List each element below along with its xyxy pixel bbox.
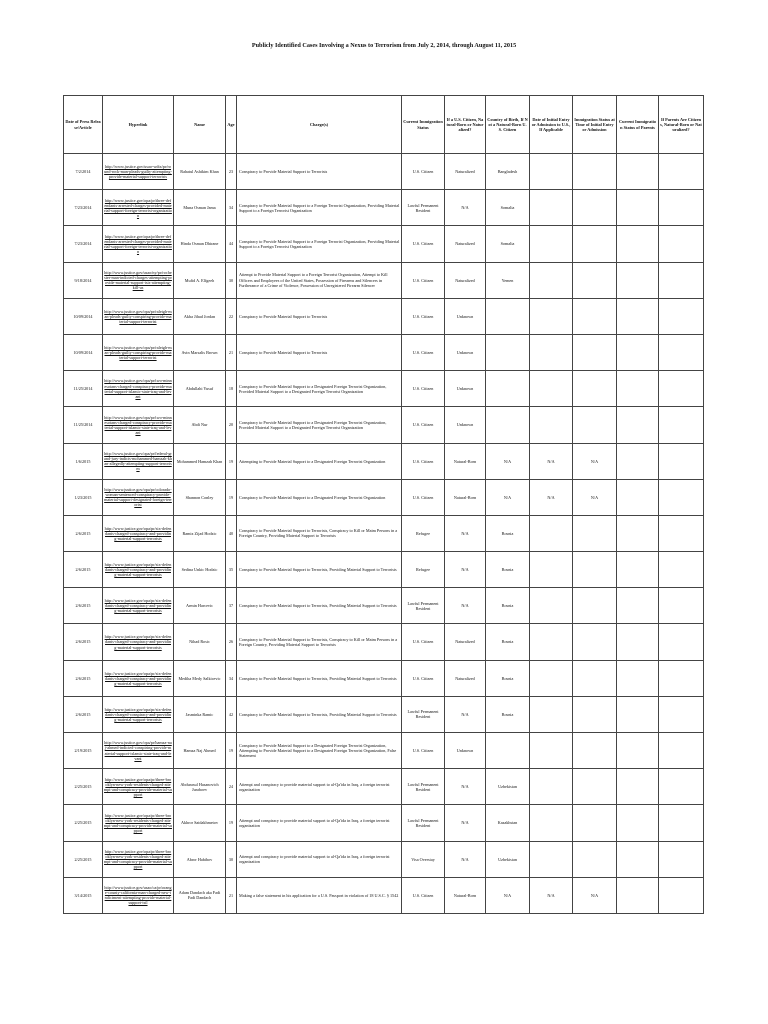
name-cell: Armin Harcevic — [174, 588, 226, 624]
age-cell: 19 — [226, 733, 237, 769]
name-cell: Mohammed Hamzah Khan — [174, 443, 226, 479]
current-status-cell: Refugee — [402, 552, 445, 588]
current-status-cell: U.S. Citizen — [402, 371, 445, 407]
charges-cell: Conspiracy to Provide Material Support to Terrorists, Providing Material Support to Terrorists — [237, 552, 402, 588]
hyperlink-cell[interactable]: http://www.justice.gov/usao/ca/pr/orange-county-california-man-charged-new-indictment-attempting-provide-material-support-isil — [103, 877, 174, 913]
citizen-type-cell: Natural-Born — [445, 877, 486, 913]
age-cell: 19 — [226, 479, 237, 515]
parents-citizen-type-cell — [659, 226, 704, 262]
country-cell: Bosnia — [486, 515, 530, 551]
date-cell: 9/18/2014 — [64, 262, 103, 298]
header-name: Name — [174, 96, 226, 154]
name-cell: Adam Dandach aka Fadi Fadi Dandach — [174, 877, 226, 913]
date-cell: 10/09/2014 — [64, 298, 103, 334]
parents-citizen-type-cell — [659, 154, 704, 190]
date-cell: 2/25/2015 — [64, 769, 103, 805]
current-status-cell: U.S. Citizen — [402, 443, 445, 479]
table-row — [64, 588, 704, 624]
hyperlink-cell[interactable]: http://www.justice.gov/opa/pr/raleigh-man-pleads-guilty-conspiring-provide-material-support-terrorist — [103, 298, 174, 334]
citizen-type-cell: N/A — [445, 769, 486, 805]
charges-cell: Conspiracy to Provide Material Support to a Designated Foreign Terrorist Organization, Provided Material Support to a Designated Foreign Terrorist Organization — [237, 407, 402, 443]
entry-status-cell — [573, 154, 617, 190]
parents-status-cell — [617, 877, 659, 913]
parents-citizen-type-cell — [659, 696, 704, 732]
table-row — [64, 696, 704, 732]
charges-cell: Conspiracy to Provide Material Support to Terrorists — [237, 154, 402, 190]
header-entry-date: Date of Initial Entry or Admission to U.S., If Applicable — [530, 96, 573, 154]
current-status-cell: Refugee — [402, 515, 445, 551]
citizen-type-cell: N/A — [445, 696, 486, 732]
entry-date-cell — [530, 371, 573, 407]
parents-status-cell — [617, 624, 659, 660]
charges-cell: Conspiracy to Provide Material Support to a Designated Foreign Terrorist Organization, Provided Material Support to a Designated Foreign Terrorist Organization — [237, 371, 402, 407]
table-row — [64, 479, 704, 515]
country-cell: Somalia — [486, 226, 530, 262]
country-cell — [486, 298, 530, 334]
cases-table — [63, 95, 704, 914]
charges-cell: Attempt and conspiracy to provide material support to al-Qa'ida in Iraq, a foreign terrorist organization — [237, 769, 402, 805]
charges-cell: Conspiracy to Provide Material Support to Terrorists — [237, 334, 402, 370]
citizen-type-cell: Naturalized — [445, 154, 486, 190]
parents-status-cell — [617, 660, 659, 696]
name-cell: Akhror Saidakhmetov — [174, 805, 226, 841]
hyperlink-cell[interactable]: http://www.justice.gov/opa/pr/hamza-naj-ahmed-indicted-conspiring-provide-material-support-islamic-state-iraq-and-levant — [103, 733, 174, 769]
entry-status-cell — [573, 769, 617, 805]
charges-cell: Conspiracy to Provide Material Support to a Designated Foreign Terrorist Organization, Attempting to Provide Material Support to a Designated Foreign Terrorist Organization, False Statement — [237, 733, 402, 769]
citizen-type-cell: Unknown — [445, 733, 486, 769]
charges-cell: Conspiracy to Provide Material Support to a Foreign Terrorist Organization, Providing Material Support to a Foreign Terrorist Organization — [237, 190, 402, 226]
entry-date-cell — [530, 515, 573, 551]
country-cell — [486, 334, 530, 370]
header-date: Date of Press Release/Article — [64, 96, 103, 154]
date-cell: 1/23/2015 — [64, 479, 103, 515]
age-cell: 34 — [226, 190, 237, 226]
parents-status-cell — [617, 515, 659, 551]
parents-citizen-type-cell — [659, 841, 704, 877]
citizen-type-cell: N/A — [445, 588, 486, 624]
entry-status-cell — [573, 298, 617, 334]
charges-cell: Attempt to Provide Material Support to a Foreign Terrorist Organization, Attempt to Kill Officers and Employees of the United States, Possession of Firearms and Silencers in Furtherance of a Crime of Violence, Possession of Unregistered Firearm Silencer — [237, 262, 402, 298]
parents-citizen-type-cell — [659, 298, 704, 334]
hyperlink-cell[interactable]: http://www.justice.gov/opa/pr/raleigh-man-pleads-guilty-conspiring-provide-material-support-terrorist — [103, 334, 174, 370]
country-cell: Yemen — [486, 262, 530, 298]
citizen-type-cell: Naturalized — [445, 660, 486, 696]
entry-status-cell — [573, 696, 617, 732]
name-cell: Abdi Nur — [174, 407, 226, 443]
table-row — [64, 154, 704, 190]
date-cell: 2/6/2015 — [64, 552, 103, 588]
name-cell: Hamza Naj Ahmed — [174, 733, 226, 769]
hyperlink-cell[interactable]: http://www.justice.gov/opa/pr/six-defendants-charged-conspiracy-and-providing-material-support-terrorists — [103, 660, 174, 696]
age-cell: 42 — [226, 696, 237, 732]
parents-citizen-type-cell — [659, 660, 704, 696]
parents-status-cell — [617, 479, 659, 515]
entry-status-cell — [573, 371, 617, 407]
country-cell: Bosnia — [486, 552, 530, 588]
citizen-type-cell: Natural-Born — [445, 443, 486, 479]
age-cell: 30 — [226, 841, 237, 877]
age-cell: 35 — [226, 552, 237, 588]
entry-date-cell — [530, 769, 573, 805]
hyperlink-cell[interactable]: http://www.justice.gov/opa/pr/three-brooklyn-new-york-residents-charged-attempt-and-conspiracy-provide-material-support — [103, 769, 174, 805]
current-status-cell: Lawful Permanent Resident — [402, 805, 445, 841]
parents-status-cell — [617, 443, 659, 479]
citizen-type-cell: N/A — [445, 805, 486, 841]
entry-status-cell — [573, 624, 617, 660]
age-cell: 22 — [226, 298, 237, 334]
charges-cell: Conspiracy to Provide Material Support to Terrorists, Conspiracy to Kill or Maim Persons in a Foreign Country, Providing Material Support to Terrorists — [237, 624, 402, 660]
date-cell: 2/19/2015 — [64, 733, 103, 769]
current-status-cell: U.S. Citizen — [402, 479, 445, 515]
hyperlink-cell[interactable]: http://www.justice.gov/usao-wdtx/pr/round-rock-man-pleads-guilty-attempting-provide-material-support-terrorists — [103, 154, 174, 190]
table-row — [64, 334, 704, 370]
header-age: Age — [226, 96, 237, 154]
name-cell: Abdurasul Hasanovich Juraboev — [174, 769, 226, 805]
name-cell: Sedina Unkic Hodzic — [174, 552, 226, 588]
current-status-cell: U.S. Citizen — [402, 407, 445, 443]
table-row — [64, 660, 704, 696]
name-cell: Rahatul Ashikim Khan — [174, 154, 226, 190]
date-cell: 2/25/2015 — [64, 805, 103, 841]
parents-status-cell — [617, 841, 659, 877]
hyperlink-cell[interactable]: http://www.justice.gov/opa/pr/two-minnesotans-charged-conspiracy-provide-material-support-islamic-state-iraq-and-levant — [103, 371, 174, 407]
name-cell: Muna Osman Jama — [174, 190, 226, 226]
charges-cell: Conspiracy to Provide Material Support to Terrorists, Conspiracy to Kill or Maim Persons in a Foreign Country, Providing Material Support to Terrorists — [237, 515, 402, 551]
parents-citizen-type-cell — [659, 443, 704, 479]
charges-cell: Conspiracy to Provide Material Support to Terrorists — [237, 298, 402, 334]
date-cell: 2/6/2015 — [64, 660, 103, 696]
date-cell: 2/6/2015 — [64, 588, 103, 624]
age-cell: 19 — [226, 805, 237, 841]
current-status-cell: U.S. Citizen — [402, 226, 445, 262]
header-current-status: Current Immigration Status — [402, 96, 445, 154]
name-cell: Nihad Rosic — [174, 624, 226, 660]
name-cell: Abror Habibov — [174, 841, 226, 877]
hyperlink-cell[interactable]: http://www.justice.gov/opa/pr/six-defendants-charged-conspiracy-and-providing-material-support-terrorists — [103, 696, 174, 732]
entry-date-cell: N/A — [530, 877, 573, 913]
citizen-type-cell: Naturalized — [445, 262, 486, 298]
table-row — [64, 624, 704, 660]
table-row — [64, 552, 704, 588]
entry-status-cell — [573, 805, 617, 841]
charges-cell: Conspiracy to Provide Material Support to Terrorists, Providing Material Support to Terrorists — [237, 696, 402, 732]
header-parents-citizen-type: If Parents Are Citizens, Natural-Born or Naturalized? — [659, 96, 704, 154]
entry-date-cell — [530, 262, 573, 298]
current-status-cell: U.S. Citizen — [402, 154, 445, 190]
entry-status-cell: N/A — [573, 877, 617, 913]
parents-status-cell — [617, 190, 659, 226]
entry-status-cell — [573, 407, 617, 443]
parents-citizen-type-cell — [659, 190, 704, 226]
header-hyperlink: Hyperlink — [103, 96, 174, 154]
entry-date-cell — [530, 624, 573, 660]
current-status-cell: U.S. Citizen — [402, 660, 445, 696]
date-cell: 2/6/2015 — [64, 515, 103, 551]
entry-status-cell — [573, 552, 617, 588]
parents-status-cell — [617, 334, 659, 370]
entry-status-cell — [573, 226, 617, 262]
date-cell: 10/09/2014 — [64, 334, 103, 370]
age-cell: 37 — [226, 588, 237, 624]
citizen-type-cell: Naturalized — [445, 624, 486, 660]
parents-citizen-type-cell — [659, 552, 704, 588]
name-cell: Ramiz Zijad Hodzic — [174, 515, 226, 551]
parents-status-cell — [617, 226, 659, 262]
table-row — [64, 298, 704, 334]
hyperlink-cell[interactable]: http://www.justice.gov/opa/pr/two-minnesotans-charged-conspiracy-provide-material-support-islamic-state-iraq-and-levant — [103, 407, 174, 443]
table-body — [64, 154, 704, 914]
entry-date-cell — [530, 733, 573, 769]
age-cell: 34 — [226, 660, 237, 696]
hyperlink-cell[interactable]: http://www.justice.gov/opa/pr/three-brooklyn-new-york-residents-charged-attempt-and-conspiracy-provide-material-support — [103, 805, 174, 841]
current-status-cell: U.S. Citizen — [402, 334, 445, 370]
country-cell: N/A — [486, 443, 530, 479]
charges-cell: Attempting to Provide Material Support to a Designated Foreign Terrorist Organization — [237, 443, 402, 479]
entry-date-cell — [530, 696, 573, 732]
parents-status-cell — [617, 552, 659, 588]
parents-status-cell — [617, 154, 659, 190]
age-cell: 23 — [226, 154, 237, 190]
current-status-cell: U.S. Citizen — [402, 262, 445, 298]
parents-citizen-type-cell — [659, 407, 704, 443]
entry-status-cell — [573, 515, 617, 551]
parents-status-cell — [617, 696, 659, 732]
citizen-type-cell: Natural-Born — [445, 479, 486, 515]
parents-status-cell — [617, 262, 659, 298]
citizen-type-cell: Unknown — [445, 407, 486, 443]
hyperlink-cell[interactable]: http://www.justice.gov/opa/pr/three-defendants-arrested-charges-provided-material-support-foreign-terrorist-organization — [103, 190, 174, 226]
charges-cell: Conspiracy to Provide Material Support to a Designated Foreign Terrorist Organization — [237, 479, 402, 515]
entry-status-cell — [573, 190, 617, 226]
name-cell: Akba Jihad Jordan — [174, 298, 226, 334]
age-cell: 44 — [226, 226, 237, 262]
name-cell: Shannon Conley — [174, 479, 226, 515]
country-cell: Bosnia — [486, 660, 530, 696]
name-cell: Avin Marsalis Brown — [174, 334, 226, 370]
charges-cell: Conspiracy to Provide Material Support to a Foreign Terrorist Organization, Providing Material Support to a Foreign Terrorist Organization — [237, 226, 402, 262]
hyperlink-cell[interactable]: http://www.justice.gov/opa/pr/six-defendants-charged-conspiracy-and-providing-material-support-terrorists — [103, 552, 174, 588]
parents-status-cell — [617, 805, 659, 841]
parents-citizen-type-cell — [659, 877, 704, 913]
entry-date-cell — [530, 298, 573, 334]
table-row — [64, 515, 704, 551]
entry-status-cell: N/A — [573, 479, 617, 515]
current-status-cell: Lawful Permanent Resident — [402, 696, 445, 732]
table-header — [64, 96, 704, 154]
parents-citizen-type-cell — [659, 733, 704, 769]
entry-status-cell — [573, 660, 617, 696]
date-cell: 2/25/2015 — [64, 841, 103, 877]
age-cell: 40 — [226, 515, 237, 551]
entry-date-cell — [530, 660, 573, 696]
hyperlink-cell[interactable]: http://www.justice.gov/opa/pr/colorado-woman-sentenced-conspiracy-provide-material-support-designated-foreign-terrorist — [103, 479, 174, 515]
date-cell: 7/23/2014 — [64, 190, 103, 226]
date-cell: 11/25/2014 — [64, 407, 103, 443]
hyperlink-cell[interactable]: http://www.justice.gov/usao/ny/pr/rochester-man-indicted-charges-attempting-provide-material-support-isis-attempting-kill-us — [103, 262, 174, 298]
charges-cell: Making a false statement in his application for a U.S. Passport in violation of 18 U.S.C. § 1542 — [237, 877, 402, 913]
country-cell — [486, 371, 530, 407]
date-cell: 7/2/2014 — [64, 154, 103, 190]
entry-date-cell — [530, 841, 573, 877]
parents-citizen-type-cell — [659, 334, 704, 370]
entry-date-cell — [530, 154, 573, 190]
date-cell: 2/6/2015 — [64, 624, 103, 660]
date-cell: 3/14/2015 — [64, 877, 103, 913]
charges-cell: Conspiracy to Provide Material Support to Terrorists, Providing Material Support to Terrorists — [237, 588, 402, 624]
citizen-type-cell: Naturalized — [445, 226, 486, 262]
country-cell — [486, 733, 530, 769]
name-cell: Abdullahi Yusuf — [174, 371, 226, 407]
citizen-type-cell: N/A — [445, 190, 486, 226]
entry-date-cell: N/A — [530, 479, 573, 515]
parents-citizen-type-cell — [659, 479, 704, 515]
country-cell: Bosnia — [486, 624, 530, 660]
entry-date-cell — [530, 190, 573, 226]
table-row — [64, 371, 704, 407]
header-charges: Charge(s) — [237, 96, 402, 154]
entry-date-cell — [530, 805, 573, 841]
table-row — [64, 805, 704, 841]
country-cell: Uzbekistan — [486, 769, 530, 805]
entry-status-cell — [573, 334, 617, 370]
parents-status-cell — [617, 371, 659, 407]
country-cell: N/A — [486, 877, 530, 913]
citizen-type-cell: N/A — [445, 515, 486, 551]
header-country: Country of Birth, If Not a Natural-Born U.S. Citizen — [486, 96, 530, 154]
parents-citizen-type-cell — [659, 588, 704, 624]
table-row — [64, 877, 704, 913]
country-cell — [486, 407, 530, 443]
current-status-cell: Lawful Permanent Resident — [402, 190, 445, 226]
table-row — [64, 443, 704, 479]
age-cell: 18 — [226, 371, 237, 407]
charges-cell: Attempt and conspiracy to provide material support to al-Qa'ida in Iraq, a foreign terrorist organization — [237, 805, 402, 841]
parents-status-cell — [617, 769, 659, 805]
name-cell: Jasminka Ramic — [174, 696, 226, 732]
hyperlink-cell[interactable]: http://www.justice.gov/opa/pr/three-brooklyn-new-york-residents-charged-attempt-and-conspiracy-provide-material-support — [103, 841, 174, 877]
country-cell: Kazakhstan — [486, 805, 530, 841]
age-cell: 26 — [226, 624, 237, 660]
parents-citizen-type-cell — [659, 262, 704, 298]
hyperlink-cell[interactable]: http://www.justice.gov/opa/pr/three-defendants-arrested-charges-provided-material-support-foreign-terrorist-organization — [103, 226, 174, 262]
header-parents-status: Current Immigration Status of Parents — [617, 96, 659, 154]
entry-status-cell — [573, 588, 617, 624]
parents-citizen-type-cell — [659, 371, 704, 407]
entry-date-cell — [530, 588, 573, 624]
entry-status-cell — [573, 733, 617, 769]
hyperlink-cell[interactable]: http://www.justice.gov/opa/pr/six-defendants-charged-conspiracy-and-providing-material-support-terrorists — [103, 515, 174, 551]
age-cell: 30 — [226, 262, 237, 298]
date-cell: 11/25/2014 — [64, 371, 103, 407]
entry-date-cell — [530, 334, 573, 370]
charges-cell: Attempt and conspiracy to provide material support to al-Qa'ida in Iraq, a foreign terrorist organization — [237, 841, 402, 877]
country-cell: Uzbekistan — [486, 841, 530, 877]
citizen-type-cell: Unknown — [445, 298, 486, 334]
citizen-type-cell: Unknown — [445, 371, 486, 407]
current-status-cell: U.S. Citizen — [402, 733, 445, 769]
entry-date-cell — [530, 226, 573, 262]
entry-status-cell — [573, 841, 617, 877]
table-row — [64, 407, 704, 443]
name-cell: Mufid A. Elfgeeh — [174, 262, 226, 298]
citizen-type-cell: N/A — [445, 552, 486, 588]
age-cell: 21 — [226, 334, 237, 370]
parents-status-cell — [617, 407, 659, 443]
entry-status-cell — [573, 262, 617, 298]
current-status-cell: Visa Overstay — [402, 841, 445, 877]
date-cell: 1/6/2015 — [64, 443, 103, 479]
country-cell: N/A — [486, 479, 530, 515]
age-cell: 24 — [226, 769, 237, 805]
table-row — [64, 769, 704, 805]
header-citizen-type: If a U.S. Citizen, Natural-Born or Naturalized? — [445, 96, 486, 154]
parents-status-cell — [617, 733, 659, 769]
parents-status-cell — [617, 298, 659, 334]
parents-citizen-type-cell — [659, 624, 704, 660]
parents-status-cell — [617, 588, 659, 624]
current-status-cell: U.S. Citizen — [402, 624, 445, 660]
parents-citizen-type-cell — [659, 805, 704, 841]
hyperlink-cell[interactable]: http://www.justice.gov/opa/pr/six-defendants-charged-conspiracy-and-providing-material-support-terrorists — [103, 588, 174, 624]
charges-cell: Conspiracy to Provide Material Support to Terrorists, Providing Material Support to Terrorists — [237, 660, 402, 696]
parents-citizen-type-cell — [659, 515, 704, 551]
header-entry-status: Immigration Status at Time of Initial Entry or Admission — [573, 96, 617, 154]
table-row — [64, 190, 704, 226]
current-status-cell: U.S. Citizen — [402, 298, 445, 334]
document-title: Publicly Identified Cases Involving a Nexus to Terrorism from July 2, 2014, through August 11, 2015 — [251, 42, 517, 49]
date-cell: 7/23/2014 — [64, 226, 103, 262]
name-cell: Mediha Medy Salkicevic — [174, 660, 226, 696]
table-row — [64, 733, 704, 769]
country-cell: Bangladesh — [486, 154, 530, 190]
hyperlink-cell[interactable]: http://www.justice.gov/opa/pr/federal-grand-jury-indicts-mohammed-hamzah-khan-allegedly-attempting-support-terrorism — [103, 443, 174, 479]
country-cell: Bosnia — [486, 696, 530, 732]
table-row — [64, 262, 704, 298]
entry-status-cell: N/A — [573, 443, 617, 479]
citizen-type-cell: Unknown — [445, 334, 486, 370]
entry-date-cell — [530, 552, 573, 588]
current-status-cell: Lawful Permanent Resident — [402, 588, 445, 624]
current-status-cell: U.S. Citizen — [402, 877, 445, 913]
hyperlink-cell[interactable]: http://www.justice.gov/opa/pr/six-defendants-charged-conspiracy-and-providing-material-support-terrorists — [103, 624, 174, 660]
table-row — [64, 841, 704, 877]
country-cell: Somalia — [486, 190, 530, 226]
country-cell: Bosnia — [486, 588, 530, 624]
name-cell: Hinda Osman Dhirane — [174, 226, 226, 262]
parents-citizen-type-cell — [659, 769, 704, 805]
table-row — [64, 226, 704, 262]
current-status-cell: Lawful Permanent Resident — [402, 769, 445, 805]
date-cell: 2/6/2015 — [64, 696, 103, 732]
age-cell: 20 — [226, 407, 237, 443]
entry-date-cell: N/A — [530, 443, 573, 479]
age-cell: 19 — [226, 443, 237, 479]
citizen-type-cell: N/A — [445, 841, 486, 877]
age-cell: 21 — [226, 877, 237, 913]
entry-date-cell — [530, 407, 573, 443]
